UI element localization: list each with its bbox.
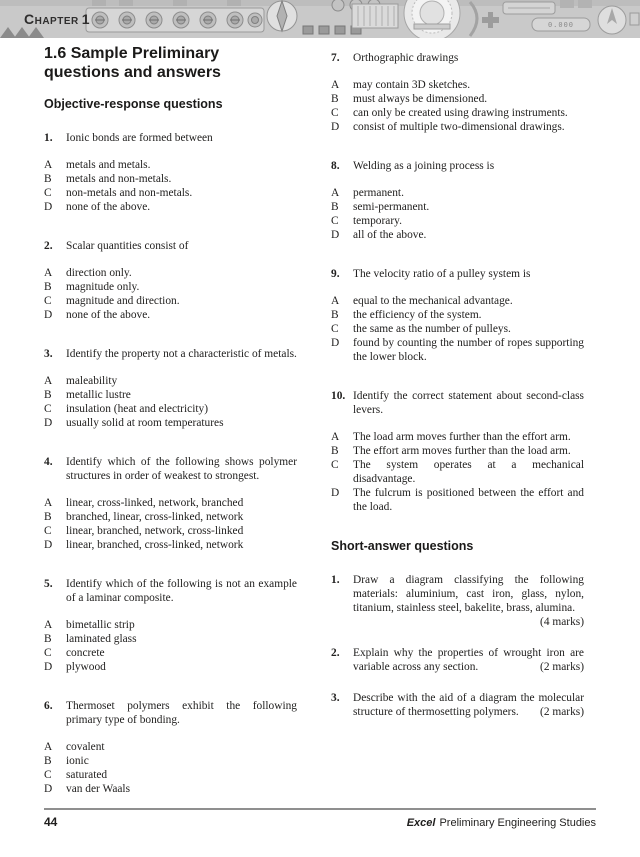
question-stem	[331, 267, 584, 281]
question-number: 7.	[331, 52, 340, 64]
option-letter: C	[44, 187, 52, 199]
objective-question	[331, 389, 584, 514]
option-letter: B	[331, 445, 339, 457]
option-letter: D	[44, 417, 53, 429]
option-text: linear, branched, cross-linked, network	[66, 539, 244, 551]
option-letter: B	[331, 309, 339, 321]
answer-option	[331, 186, 584, 200]
options	[44, 158, 297, 214]
question-stem	[44, 577, 297, 605]
answer-option	[331, 78, 584, 92]
question-number: 10.	[331, 390, 346, 402]
question-text: Identify the property not a characteristic of metals.	[66, 348, 297, 360]
answer-option	[44, 740, 297, 754]
question-number: 2.	[44, 240, 53, 252]
question-stem	[44, 239, 297, 253]
page-footer	[44, 808, 596, 829]
question-stem	[331, 159, 584, 173]
option-text: can only be created using drawing instruments.	[353, 107, 568, 119]
question-number: 8.	[331, 160, 340, 172]
answer-option	[44, 524, 297, 538]
objective-question	[44, 699, 297, 796]
answer-option	[44, 266, 297, 280]
option-text: covalent	[66, 741, 105, 753]
meter-display-value: 0.000	[547, 21, 575, 29]
options	[331, 186, 584, 242]
options	[44, 618, 297, 674]
question-marks: (2 marks)	[540, 661, 584, 673]
option-letter: B	[44, 633, 52, 645]
option-letter: A	[331, 295, 340, 307]
option-text: none of the above.	[66, 309, 151, 321]
option-text: metals and metals.	[66, 159, 151, 171]
option-letter: D	[44, 539, 53, 551]
answer-option	[331, 458, 584, 486]
question-text: Thermoset polymers exhibit the following primary type of bonding.	[66, 700, 297, 726]
answer-option	[331, 322, 584, 336]
question-stem	[331, 389, 584, 417]
option-letter: A	[331, 187, 340, 199]
option-text: plywood	[66, 661, 106, 673]
answer-option	[331, 430, 584, 444]
question-marks: (4 marks)	[540, 616, 584, 628]
option-letter: D	[44, 309, 53, 321]
answer-option	[331, 444, 584, 458]
option-letter: C	[44, 647, 52, 659]
option-text: semi-permanent.	[353, 201, 430, 213]
option-text: laminated glass	[66, 633, 137, 645]
striped-panel	[352, 4, 398, 28]
answer-option	[44, 768, 297, 782]
question-body	[353, 691, 584, 719]
option-letter: A	[44, 159, 53, 171]
objective-question	[44, 239, 297, 322]
answer-option	[44, 158, 297, 172]
question-text: Orthographic drawings	[353, 52, 459, 64]
question-text: The velocity ratio of a pulley system is	[353, 268, 531, 280]
option-text: linear, cross-linked, network, branched	[66, 497, 244, 509]
right-column	[331, 45, 584, 821]
question-number: 2.	[331, 647, 340, 659]
options	[44, 374, 297, 430]
option-letter: B	[44, 511, 52, 523]
option-letter: C	[44, 403, 52, 415]
option-text: the same as the number of pulleys.	[353, 323, 511, 335]
option-letter: D	[331, 121, 340, 133]
question-body	[353, 573, 584, 629]
option-letter: A	[44, 267, 53, 279]
option-letter: A	[331, 431, 340, 443]
option-text: usually solid at room temperatures	[66, 417, 224, 429]
option-text: magnitude and direction.	[66, 295, 180, 307]
answer-option	[44, 632, 297, 646]
option-text: none of the above.	[66, 201, 151, 213]
option-letter: A	[44, 497, 53, 509]
option-text: linear, branched, network, cross-linked	[66, 525, 244, 537]
control-panel-artwork	[0, 0, 640, 38]
left-column	[44, 45, 297, 821]
question-text: Ionic bonds are formed between	[66, 132, 213, 144]
chapter-banner	[0, 0, 640, 38]
answer-option	[331, 120, 584, 134]
answer-option	[44, 538, 297, 552]
answer-option	[44, 308, 297, 322]
option-text: all of the above.	[353, 229, 427, 241]
objective-question	[44, 455, 297, 552]
chapter-label: Chapter	[24, 11, 79, 27]
option-text: The load arm moves further than the effort arm.	[353, 431, 571, 443]
brand-name: Excel	[406, 817, 436, 829]
question-stem	[331, 573, 584, 629]
footer-rule	[44, 808, 596, 810]
objective-question	[44, 347, 297, 430]
option-text: found by counting the number of ropes supporting the lower block.	[353, 337, 584, 363]
question-text: Describe with the aid of a diagram the molecular structure of thermosetting polymers.	[353, 692, 584, 718]
answer-option	[331, 228, 584, 242]
chapter-number: 1	[81, 11, 91, 27]
option-text: temporary.	[353, 215, 402, 227]
option-letter: A	[44, 619, 53, 631]
option-letter: C	[44, 525, 52, 537]
option-letter: C	[44, 295, 52, 307]
option-letter: B	[44, 173, 52, 185]
answer-option	[44, 200, 297, 214]
objective-question	[331, 159, 584, 242]
question-body	[353, 646, 584, 674]
question-number: 1.	[331, 574, 340, 586]
option-text: metallic lustre	[66, 389, 131, 401]
question-number: 4.	[44, 456, 53, 468]
options	[44, 266, 297, 322]
option-text: permanent.	[353, 187, 404, 199]
option-text: maleability	[66, 375, 118, 387]
answer-option	[331, 92, 584, 106]
question-marks: (2 marks)	[540, 706, 584, 718]
option-letter: C	[331, 323, 339, 335]
objective-questions-heading: Objective-response questions	[44, 97, 223, 111]
answer-option	[331, 294, 584, 308]
objective-question	[331, 51, 584, 134]
question-text: Scalar quantities consist of	[66, 240, 189, 252]
answer-option	[44, 754, 297, 768]
option-text: concrete	[66, 647, 105, 659]
option-text: bimetallic strip	[66, 619, 135, 631]
option-text: insulation (heat and electricity)	[66, 403, 209, 415]
option-letter: C	[44, 769, 52, 781]
option-letter: A	[44, 741, 53, 753]
answer-option	[44, 388, 297, 402]
question-text: Draw a diagram classifying the following materials: aluminium, cast iron, glass, nylon, titanium, stainless steel, bakelite, brass, alumina.	[353, 574, 584, 614]
option-letter: D	[44, 661, 53, 673]
chapter-tag	[24, 11, 90, 29]
option-text: van der Waals	[66, 783, 131, 795]
answer-option	[331, 200, 584, 214]
option-letter: D	[44, 783, 53, 795]
answer-option	[44, 186, 297, 200]
answer-option	[331, 308, 584, 322]
question-text: Welding as a joining process is	[353, 160, 495, 172]
option-letter: D	[331, 487, 340, 499]
edge-module	[630, 13, 639, 25]
page-content	[0, 38, 640, 821]
option-text: saturated	[66, 769, 108, 781]
compass-dial	[267, 1, 297, 31]
question-stem	[44, 455, 297, 483]
options	[331, 430, 584, 514]
short-answer-questions-heading: Short-answer questions	[331, 539, 474, 553]
question-text: Identify which of the following shows polymer structures in order of weakest to strongest.	[66, 456, 297, 482]
book-title	[407, 817, 596, 829]
answer-option	[44, 660, 297, 674]
answer-option	[44, 374, 297, 388]
question-stem	[44, 347, 297, 361]
answer-option	[44, 294, 297, 308]
option-letter: B	[44, 755, 52, 767]
answer-option	[331, 336, 584, 364]
option-text: The system operates at a mechanical disadvantage.	[353, 459, 584, 485]
page-number: 44	[44, 815, 58, 829]
option-text: The effort arm moves further than the load arm.	[353, 445, 571, 457]
option-text: branched, linear, cross-linked, network	[66, 511, 244, 523]
objective-question	[44, 131, 297, 214]
options	[44, 496, 297, 552]
objective-question	[331, 267, 584, 364]
answer-option	[44, 782, 297, 796]
question-stem	[331, 51, 584, 65]
round-gauge	[404, 0, 460, 38]
answer-option	[44, 280, 297, 294]
answer-option	[331, 214, 584, 228]
short-answer-question	[331, 646, 584, 674]
option-text: must always be dimensioned.	[353, 93, 488, 105]
question-text: Identify which of the following is not an example of a laminar composite.	[66, 578, 297, 604]
option-letter: A	[331, 79, 340, 91]
question-number: 1.	[44, 132, 53, 144]
short-answer-question	[331, 691, 584, 719]
objective-questions-right	[331, 45, 584, 514]
short-answer-questions	[331, 573, 584, 719]
answer-option	[331, 106, 584, 120]
option-letter: C	[331, 107, 339, 119]
option-letter: B	[44, 389, 52, 401]
option-letter: B	[331, 93, 339, 105]
question-stem	[44, 131, 297, 145]
options	[44, 740, 297, 796]
option-letter: C	[331, 215, 339, 227]
pointer-knob	[598, 6, 626, 34]
options	[331, 78, 584, 134]
option-letter: C	[331, 459, 339, 471]
option-text: consist of multiple two-dimensional drawings.	[353, 121, 565, 133]
short-answer-question	[331, 573, 584, 629]
book-title-text: Preliminary Engineering Studies	[439, 817, 596, 829]
question-stem	[331, 691, 584, 719]
option-letter: A	[44, 375, 53, 387]
objective-question	[44, 577, 297, 674]
question-number: 5.	[44, 578, 53, 590]
option-letter: D	[331, 229, 340, 241]
options	[331, 294, 584, 364]
question-number: 9.	[331, 268, 340, 280]
question-stem	[44, 699, 297, 727]
option-text: metals and non-metals.	[66, 173, 172, 185]
question-number: 6.	[44, 700, 53, 712]
option-text: direction only.	[66, 267, 132, 279]
option-text: the efficiency of the system.	[353, 309, 482, 321]
objective-questions-left	[44, 131, 297, 796]
option-letter: D	[331, 337, 340, 349]
answer-option	[44, 416, 297, 430]
section-title: 1.6 Sample Preliminary questions and answers	[44, 45, 221, 81]
question-text: Explain why the properties of wrought iron are variable across any section.	[353, 647, 584, 673]
option-letter: D	[44, 201, 53, 213]
question-stem	[331, 646, 584, 674]
question-number: 3.	[331, 692, 340, 704]
option-text: may contain 3D sketches.	[353, 79, 471, 91]
option-letter: B	[331, 201, 339, 213]
option-letter: B	[44, 281, 52, 293]
answer-option	[44, 646, 297, 660]
answer-option	[44, 172, 297, 186]
option-text: equal to the mechanical advantage.	[353, 295, 513, 307]
question-text: Identify the correct statement about second-class levers.	[353, 390, 584, 416]
option-text: non-metals and non-metals.	[66, 187, 193, 199]
answer-option	[44, 510, 297, 524]
option-text: ionic	[66, 755, 89, 767]
option-text: magnitude only.	[66, 281, 140, 293]
question-number: 3.	[44, 348, 53, 360]
answer-option	[44, 496, 297, 510]
answer-option	[331, 486, 584, 514]
answer-option	[44, 618, 297, 632]
option-text: The fulcrum is positioned between the effort and the load.	[353, 487, 584, 513]
answer-option	[44, 402, 297, 416]
